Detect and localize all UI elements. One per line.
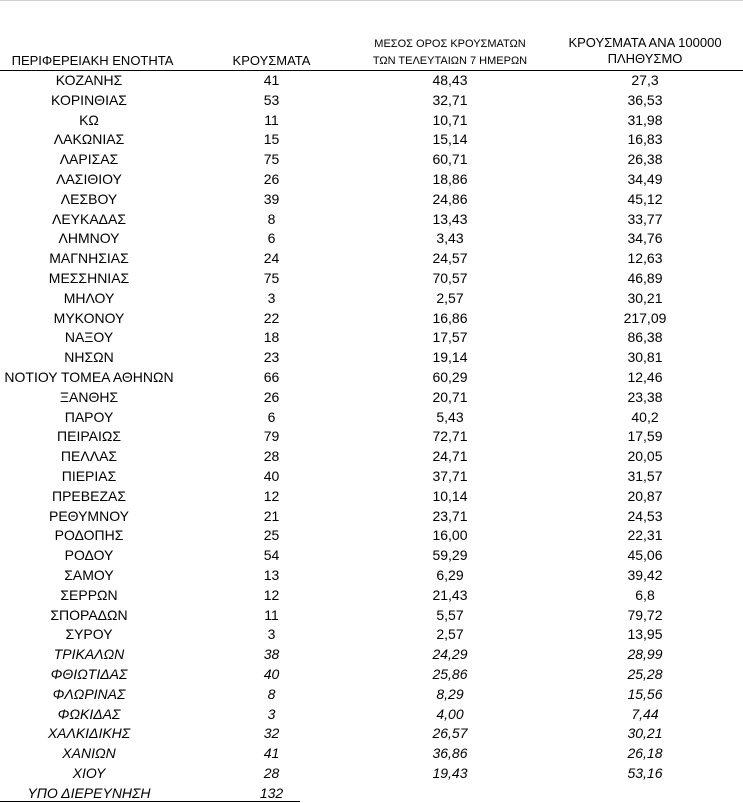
avg-cell: 3,43 — [436, 230, 464, 247]
per100k-cell: 17,59 — [627, 428, 663, 445]
avg-cell: 5,43 — [436, 408, 464, 425]
table-row — [0, 526, 743, 546]
region-cell: ΣΑΜΟΥ — [64, 566, 114, 583]
per100k-cell: 7,44 — [631, 705, 659, 722]
table-row — [0, 724, 743, 744]
header-avg-line1: ΜΕΣΟΣ ΟΡΟΣ ΚΡΟΥΣΜΑΤΩΝ — [374, 38, 526, 50]
region-cell: ΣΥΡΟΥ — [65, 626, 113, 643]
per100k-cell: 20,87 — [627, 487, 663, 504]
cases-cell: 132 — [259, 784, 284, 801]
region-cell: ΚΟΡΙΝΘΙΑΣ — [51, 91, 127, 108]
avg-cell: 60,71 — [432, 151, 468, 168]
cases-cell: 11 — [264, 606, 279, 623]
cases-cell: 53 — [263, 91, 280, 108]
region-cell: ΧΙΟΥ — [72, 764, 106, 781]
avg-cell: 25,86 — [432, 665, 468, 682]
table-row — [0, 150, 743, 170]
cases-cell: 24 — [263, 250, 280, 267]
table-body — [0, 71, 743, 803]
avg-cell: 6,29 — [436, 566, 464, 583]
header-cases: ΚΡΟΥΣΜΑΤΑ — [232, 53, 311, 68]
avg-cell: 21,43 — [432, 586, 468, 603]
cases-cell: 25 — [263, 527, 280, 544]
region-cell: ΠΕΛΛΑΣ — [60, 448, 118, 465]
region-cell: ΠΙΕΡΙΑΣ — [61, 467, 117, 484]
table-row — [0, 408, 743, 428]
avg-cell: 19,14 — [432, 349, 468, 366]
per100k-cell: 31,57 — [627, 467, 663, 484]
cases-cell: 28 — [263, 764, 280, 781]
table-row — [0, 665, 743, 685]
region-cell: ΧΑΝΙΩΝ — [62, 745, 116, 762]
table-row — [0, 645, 743, 665]
cases-cell: 41 — [263, 72, 280, 88]
region-cell: ΛΑΚΩΝΙΑΣ — [53, 131, 125, 148]
table-row — [0, 190, 743, 210]
cases-cell: 28 — [263, 448, 280, 465]
avg-cell: 10,14 — [432, 487, 468, 504]
top-border — [0, 0, 743, 1]
avg-cell: 23,71 — [432, 507, 468, 524]
cases-cell: 26 — [263, 388, 280, 405]
table-row — [0, 685, 743, 705]
per100k-cell: 12,63 — [627, 250, 663, 267]
avg-cell: 10,71 — [432, 111, 468, 128]
cases-cell: 23 — [263, 349, 280, 366]
cases-cell: 3 — [267, 289, 276, 306]
table-row — [0, 309, 743, 329]
table-row — [0, 467, 743, 487]
table-row — [0, 210, 743, 230]
table-row — [0, 289, 743, 309]
region-cell: ΜΑΓΝΗΣΙΑΣ — [49, 250, 129, 267]
table-row — [0, 427, 743, 447]
per100k-cell: 25,28 — [627, 665, 663, 682]
per100k-cell: 79,72 — [627, 606, 663, 623]
per100k-cell: 6,8 — [635, 586, 655, 603]
region-cell: ΜΥΚΟΝΟΥ — [53, 309, 125, 326]
table-row — [0, 249, 743, 269]
table-row — [0, 507, 743, 527]
region-cell: ΠΑΡΟΥ — [64, 408, 114, 425]
avg-cell: 24,57 — [432, 250, 468, 267]
header-avg-line2: ΤΩΝ ΤΕΛΕΥΤΑΙΩΝ 7 ΗΜΕΡΩΝ — [372, 55, 528, 67]
table-row — [0, 388, 743, 408]
per100k-cell: 30,21 — [627, 725, 663, 742]
cases-cell: 22 — [263, 309, 280, 326]
per100k-cell: 27,3 — [631, 72, 659, 88]
per100k-cell: 16,83 — [627, 131, 663, 148]
region-cell: ΡΕΘΥΜΝΟΥ — [48, 507, 129, 524]
table-row — [0, 111, 743, 131]
table-row — [0, 328, 743, 348]
per100k-cell: 217,09 — [623, 309, 667, 326]
header-per100k-line2: ΠΛΗΘΥΣΜΟ — [607, 51, 683, 66]
per100k-cell: 28,99 — [627, 646, 663, 663]
table-row — [0, 606, 743, 626]
avg-cell: 24,86 — [432, 190, 468, 207]
avg-cell: 18,86 — [432, 170, 468, 187]
per100k-cell: 20,05 — [627, 448, 663, 465]
region-cell: ΞΑΝΘΗΣ — [59, 388, 119, 405]
region-cell: ΛΕΥΚΑΔΑΣ — [51, 210, 127, 227]
table-row — [0, 170, 743, 190]
per100k-cell: 15,56 — [627, 685, 663, 702]
region-cell: ΡΟΔΟΥ — [64, 547, 114, 564]
cases-cell: 75 — [263, 151, 280, 168]
header-cases-per-100k — [550, 35, 740, 67]
per100k-cell: 30,81 — [627, 349, 663, 366]
avg-cell: 72,71 — [432, 428, 468, 445]
avg-cell: 37,71 — [432, 467, 468, 484]
cases-cell: 38 — [263, 646, 280, 663]
cases-cell: 40 — [263, 467, 280, 484]
cases-cell: 3 — [267, 705, 276, 722]
cases-cell: 11 — [264, 111, 279, 128]
per100k-cell: 86,38 — [627, 329, 663, 346]
avg-cell: 36,86 — [432, 745, 468, 762]
avg-cell: 2,57 — [436, 289, 464, 306]
avg-cell: 16,00 — [432, 527, 468, 544]
table-row — [0, 546, 743, 566]
cases-cell: 21 — [263, 507, 280, 524]
per100k-cell: 45,06 — [627, 547, 663, 564]
avg-cell: 19,43 — [432, 764, 468, 781]
region-cell: ΛΗΜΝΟΥ — [58, 230, 120, 247]
region-cell: ΚΟΖΑΝΗΣ — [55, 72, 123, 88]
cases-cell: 8 — [267, 210, 276, 227]
region-cell: ΠΕΙΡΑΙΩΣ — [57, 428, 121, 445]
header-region: ΠΕΡΙΦΕΡΕΙΑΚΗ ΕΝΟΤΗΤΑ — [11, 53, 174, 68]
cases-cell: 12 — [263, 487, 280, 504]
avg-cell: 24,71 — [432, 448, 468, 465]
table-row — [0, 625, 743, 645]
table-row — [0, 130, 743, 150]
per100k-cell: 36,53 — [627, 91, 663, 108]
region-cell: ΣΠΟΡΑΔΩΝ — [50, 606, 128, 623]
avg-cell: 4,00 — [436, 705, 464, 722]
region-cell: ΝΑΞΟΥ — [64, 329, 114, 346]
per100k-cell: 40,2 — [631, 408, 659, 425]
avg-cell: 24,29 — [432, 646, 468, 663]
table-row — [0, 368, 743, 388]
per100k-cell: 31,98 — [627, 111, 663, 128]
cases-cell: 15 — [263, 131, 280, 148]
cases-cell: 75 — [263, 269, 280, 286]
region-cell: ΤΡΙΚΑΛΩΝ — [53, 646, 125, 663]
cases-cell: 66 — [263, 368, 280, 385]
table-row — [0, 705, 743, 725]
region-cell: ΠΡΕΒΕΖΑΣ — [51, 487, 126, 504]
region-cell: ΚΩ — [79, 111, 99, 128]
table-row — [0, 764, 743, 784]
region-cell: ΛΕΣΒΟΥ — [60, 190, 118, 207]
table-row — [0, 229, 743, 249]
table-row — [0, 566, 743, 586]
avg-cell: 48,43 — [432, 72, 468, 88]
per100k-cell: 34,49 — [627, 170, 663, 187]
avg-cell: 32,71 — [432, 91, 468, 108]
avg-cell: 8,29 — [436, 685, 464, 702]
region-cell: ΜΗΛΟΥ — [63, 289, 115, 306]
cases-cell: 54 — [263, 547, 280, 564]
table-row — [0, 348, 743, 368]
region-cell: ΣΕΡΡΩΝ — [60, 586, 118, 603]
table-row — [0, 269, 743, 289]
per100k-cell: 34,76 — [627, 230, 663, 247]
cases-cell: 6 — [267, 408, 276, 425]
per100k-cell: 12,46 — [627, 368, 663, 385]
cases-cell: 13 — [263, 566, 280, 583]
avg-cell: 5,57 — [436, 606, 464, 623]
avg-cell: 2,57 — [436, 626, 464, 643]
avg-cell: 17,57 — [432, 329, 468, 346]
per100k-cell: 24,53 — [627, 507, 663, 524]
cases-cell: 39 — [263, 190, 280, 207]
region-cell: ΦΘΙΩΤΙΔΑΣ — [50, 665, 128, 682]
cases-cell: 40 — [263, 665, 280, 682]
per100k-cell: 26,38 — [627, 151, 663, 168]
region-cell: ΡΟΔΟΠΗΣ — [54, 527, 124, 544]
per100k-cell: 22,31 — [627, 527, 663, 544]
table-row — [0, 487, 743, 507]
cases-cell: 41 — [263, 745, 280, 762]
region-cell: ΦΛΩΡΙΝΑΣ — [52, 685, 126, 702]
table-row — [0, 744, 743, 764]
cases-cell: 18 — [263, 329, 280, 346]
cases-cell: 26 — [263, 170, 280, 187]
table-row — [0, 586, 743, 606]
per100k-cell: 33,77 — [627, 210, 663, 227]
per100k-cell: 53,16 — [627, 764, 663, 781]
bottom-border — [0, 801, 300, 802]
region-cell: ΥΠΟ ΔΙΕΡΕΥΝΗΣΗ — [27, 784, 151, 801]
region-cell: ΜΕΣΣΗΝΙΑΣ — [48, 269, 130, 286]
cases-cell: 32 — [263, 725, 280, 742]
avg-cell: 20,71 — [432, 388, 468, 405]
cases-cell: 79 — [263, 428, 280, 445]
region-cell: ΧΑΛΚΙΔΙΚΗΣ — [47, 725, 131, 742]
per100k-cell: 23,38 — [627, 388, 663, 405]
table-row — [0, 447, 743, 467]
avg-cell: 70,57 — [432, 269, 468, 286]
avg-cell: 16,86 — [432, 309, 468, 326]
region-cell: ΛΑΡΙΣΑΣ — [59, 151, 119, 168]
per100k-cell: 46,89 — [627, 269, 663, 286]
cases-cell: 8 — [267, 685, 276, 702]
header-avg-7-days — [355, 36, 545, 70]
avg-cell: 26,57 — [432, 725, 468, 742]
region-cell: ΝΗΣΩΝ — [64, 349, 114, 366]
table-row — [0, 71, 743, 91]
per100k-cell: 26,18 — [627, 745, 663, 762]
region-cell: ΦΩΚΙΔΑΣ — [57, 705, 121, 722]
avg-cell: 15,14 — [432, 131, 468, 148]
per100k-cell: 45,12 — [627, 190, 663, 207]
region-cell: ΛΑΣΙΘΙΟΥ — [56, 170, 122, 187]
cases-cell: 3 — [267, 626, 276, 643]
cases-cell: 12 — [263, 586, 280, 603]
avg-cell: 60,29 — [432, 368, 468, 385]
avg-cell: 13,43 — [432, 210, 468, 227]
avg-cell: 59,29 — [432, 547, 468, 564]
per100k-cell: 39,42 — [627, 566, 663, 583]
cases-cell: 6 — [267, 230, 276, 247]
header-per100k-line1: ΚΡΟΥΣΜΑΤΑ ΑΝΑ 100000 — [568, 35, 722, 50]
table-row — [0, 91, 743, 111]
region-cell: ΝΟΤΙΟΥ ΤΟΜΕΑ ΑΘΗΝΩΝ — [4, 368, 174, 385]
per100k-cell: 13,95 — [627, 626, 663, 643]
per100k-cell: 30,21 — [627, 289, 663, 306]
